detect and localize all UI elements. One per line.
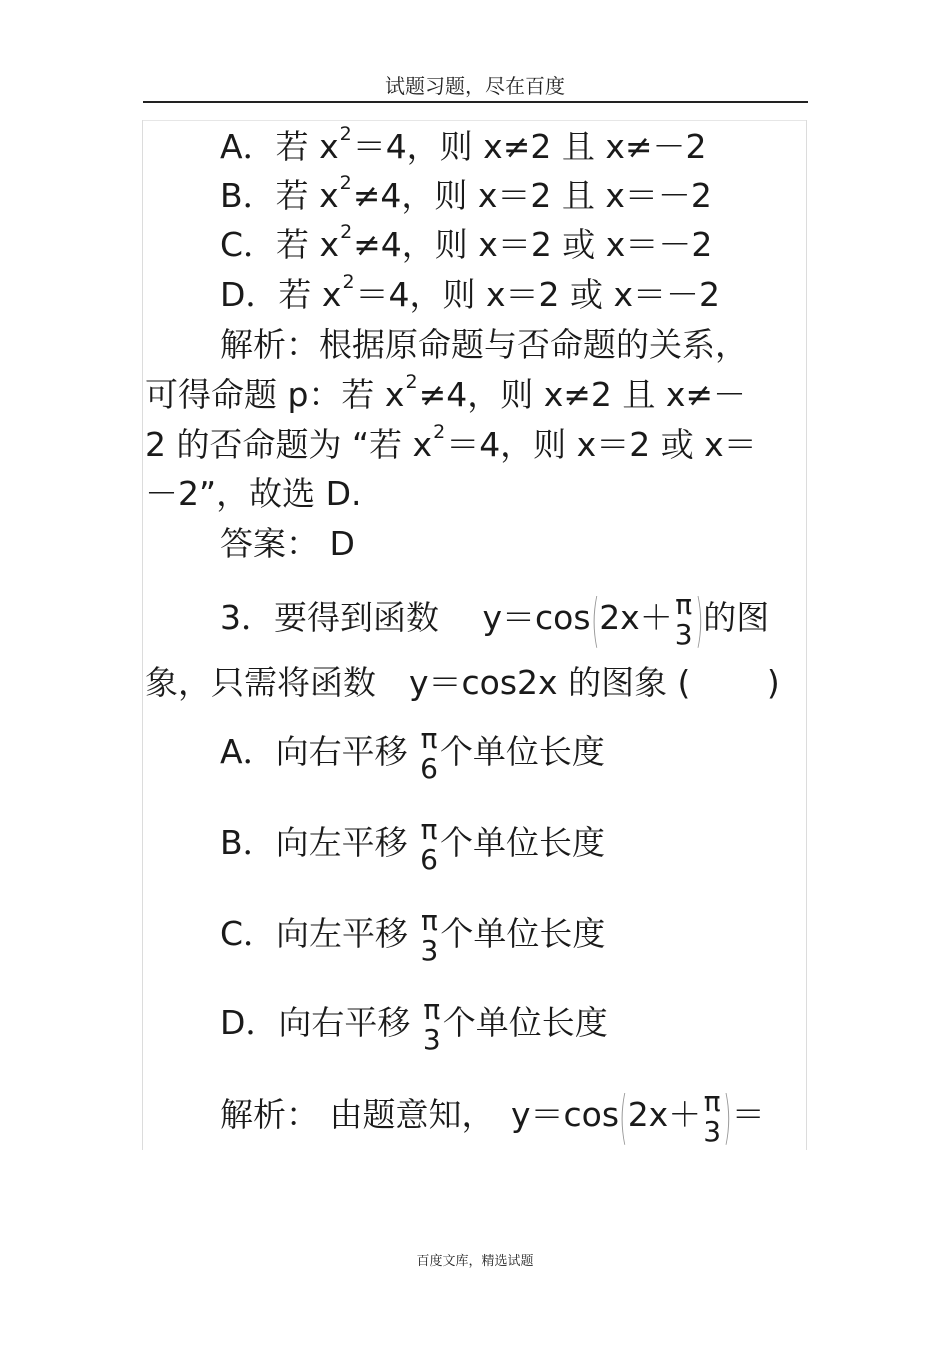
denominator: 3 bbox=[422, 1022, 441, 1056]
q2-option-b-text: B．若 x bbox=[220, 176, 339, 215]
superscript: 2 bbox=[339, 172, 352, 194]
q3-option-b bbox=[220, 811, 605, 875]
left-paren: ( bbox=[619, 1082, 628, 1151]
q2-analysis-line-2-text-rest: ≠4，则 x≠2 且 x≠－ bbox=[418, 375, 747, 414]
fraction-pi-over-6 bbox=[420, 721, 438, 785]
superscript: 2 bbox=[433, 421, 446, 443]
numerator: π bbox=[420, 721, 438, 755]
q2-option-a-text-rest: ＝4，则 x≠2 且 x≠－2 bbox=[352, 127, 707, 166]
denominator: 3 bbox=[703, 1114, 722, 1148]
q3-stem-arg: 2x＋ bbox=[599, 598, 673, 637]
fraction-pi-over-3 bbox=[422, 992, 441, 1056]
q2-option-c-text-rest: ≠4，则 x＝2 或 x＝－2 bbox=[353, 225, 713, 264]
numerator: π bbox=[675, 587, 693, 621]
q3-option-b-text: B．向左平移 bbox=[220, 823, 419, 862]
q3-option-a-text: A．向右平移 bbox=[220, 732, 419, 771]
q2-analysis-line-3 bbox=[145, 421, 757, 470]
q3-analysis-equals: ＝ bbox=[731, 1095, 765, 1134]
right-paren: ) bbox=[723, 1082, 732, 1151]
right-paren: ) bbox=[694, 585, 703, 654]
numerator: π bbox=[703, 1084, 721, 1118]
header-rule bbox=[143, 101, 808, 103]
fraction-pi-over-3 bbox=[703, 1084, 722, 1148]
denominator: 6 bbox=[420, 751, 438, 785]
q3-analysis bbox=[220, 1082, 765, 1151]
q2-analysis-line-3-text-rest: ＝4，则 x＝2 或 x＝ bbox=[446, 425, 757, 464]
numerator: π bbox=[421, 903, 438, 937]
q3-option-a-suffix: 个单位长度 bbox=[439, 732, 605, 771]
frame-right-border bbox=[806, 120, 807, 1150]
q2-option-c-text: C．若 x bbox=[220, 225, 340, 264]
q3-option-a bbox=[220, 720, 605, 784]
numerator: π bbox=[420, 812, 438, 846]
denominator: 3 bbox=[420, 933, 439, 967]
q2-analysis-line-2 bbox=[145, 371, 747, 420]
q3-stem-line-1 bbox=[220, 585, 770, 654]
q3-option-c bbox=[220, 902, 605, 966]
superscript: 2 bbox=[405, 371, 418, 393]
denominator: 6 bbox=[420, 842, 438, 876]
q2-analysis-line-1: 解析：根据原命题与否命题的关系， bbox=[220, 325, 748, 364]
page-footer: 百度文库，精选试题 bbox=[416, 1254, 534, 1269]
q2-option-d-text: D．若 x bbox=[220, 275, 342, 314]
q2-analysis-line-3-text: 2 的否命题为 “若 x bbox=[145, 425, 433, 464]
q3-stem-line-2: 象，只需将函数 y＝cos2x 的图象 ( ) bbox=[145, 663, 780, 702]
q3-option-c-text: C．向左平移 bbox=[220, 914, 419, 953]
q3-stem-text: 3．要得到函数 y＝cos bbox=[220, 598, 591, 637]
q2-option-d bbox=[220, 271, 721, 320]
superscript: 2 bbox=[340, 221, 353, 243]
q2-option-b bbox=[220, 172, 712, 221]
q3-option-b-suffix: 个单位长度 bbox=[439, 823, 605, 862]
frame-left-border bbox=[142, 120, 143, 1150]
fraction-pi-over-6 bbox=[420, 812, 438, 876]
fraction-pi-over-3 bbox=[420, 903, 439, 967]
q2-option-c bbox=[220, 221, 713, 270]
q2-answer: 答案： D bbox=[220, 524, 355, 563]
superscript: 2 bbox=[339, 123, 352, 145]
q2-option-d-text-rest: ＝4，则 x＝2 或 x＝－2 bbox=[355, 275, 721, 314]
q3-option-d-suffix: 个单位长度 bbox=[442, 1003, 608, 1042]
q2-analysis-line-4: －2”，故选 D. bbox=[145, 474, 362, 513]
left-paren: ( bbox=[590, 585, 599, 654]
q2-analysis-line-2-text: 可得命题 p：若 x bbox=[145, 375, 405, 414]
superscript: 2 bbox=[342, 271, 355, 293]
q3-analysis-text: 解析： 由题意知， y＝cos bbox=[220, 1095, 620, 1134]
q3-stem-text-end: 的图 bbox=[703, 598, 770, 637]
frame-top-border bbox=[142, 120, 807, 121]
denominator: 3 bbox=[674, 617, 693, 651]
q3-analysis-arg: 2x＋ bbox=[627, 1095, 702, 1134]
numerator: π bbox=[423, 992, 441, 1026]
page-header: 试题习题，尽在百度 bbox=[385, 74, 565, 98]
q2-option-a-text: A．若 x bbox=[220, 127, 339, 166]
q3-option-d bbox=[220, 991, 608, 1055]
fraction-pi-over-3 bbox=[674, 587, 693, 651]
q2-option-b-text-rest: ≠4，则 x＝2 且 x＝－2 bbox=[352, 176, 712, 215]
q3-option-d-text: D．向右平移 bbox=[220, 1003, 421, 1042]
q2-option-a bbox=[220, 123, 707, 172]
q3-option-c-suffix: 个单位长度 bbox=[440, 914, 606, 953]
